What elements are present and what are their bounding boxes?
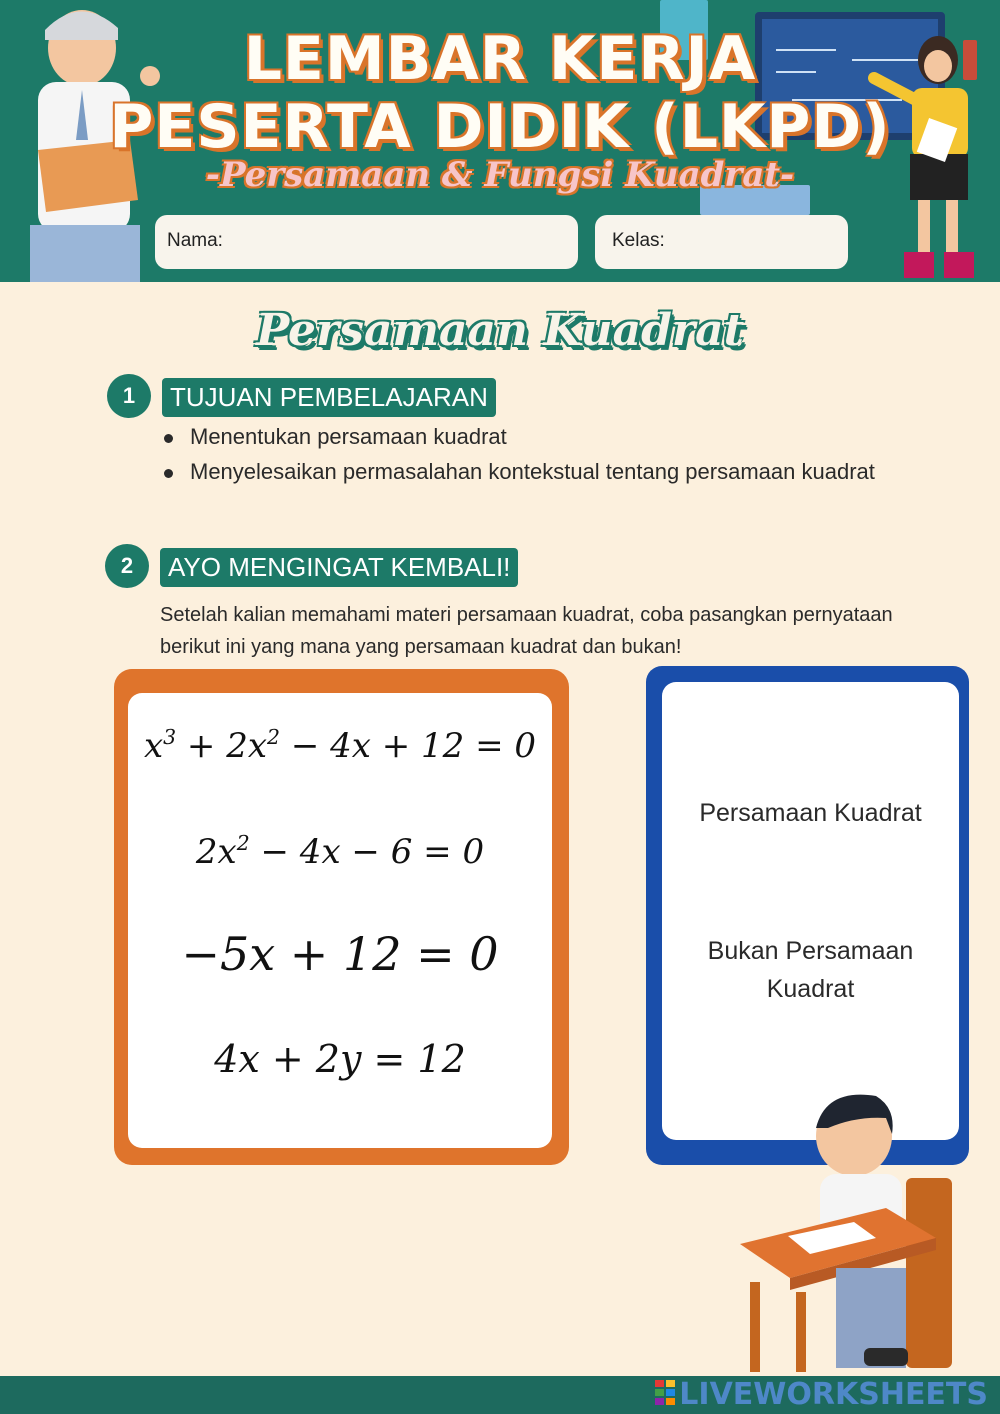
eq2-term-b: − 4x − 6 = 0 <box>249 832 485 873</box>
eq2-exp-a: 2 <box>236 831 250 855</box>
eq1-exp-a: 3 <box>163 725 177 749</box>
learning-objectives-list <box>162 424 875 494</box>
not-quadratic-line1: Bukan Persamaan <box>707 937 914 965</box>
eq1-term-b: + 2x <box>176 726 268 767</box>
eq1-term-c: − 4x + 12 = 0 <box>280 726 537 767</box>
class-field[interactable] <box>595 215 848 269</box>
quadratic-drop-target[interactable]: Persamaan Kuadrat <box>699 799 922 827</box>
liveworksheets-watermark <box>655 1377 988 1412</box>
worksheet-title-line1: LEMBAR KERJA <box>243 24 757 94</box>
categories-panel <box>662 682 959 1140</box>
not-quadratic-drop-target[interactable] <box>662 932 959 1008</box>
eq1-exp-b: 2 <box>267 725 281 749</box>
instruction-text: Setelah kalian memahami materi persamaan kuadrat, coba pasangkan pernyataan berikut ini yang mana yang persamaan kuadrat dan bukan! <box>160 604 893 658</box>
equation-item-3[interactable]: −5x + 12 = 0 <box>181 927 499 981</box>
equation-item-4[interactable]: 4x + 2y = 12 <box>214 1037 466 1081</box>
list-item: Menentukan persamaan kuadrat <box>162 424 875 450</box>
student-writing-illustration <box>736 1088 958 1376</box>
worksheet-subtitle: -Persamaan & Fungsi Kuadrat- <box>205 155 795 195</box>
not-quadratic-line2: Kuadrat <box>766 975 855 1003</box>
name-field[interactable] <box>155 215 578 269</box>
section-number-2: 2 <box>105 544 149 588</box>
watermark-text: LIVEWORKSHEETS <box>679 1377 988 1412</box>
header-banner <box>0 0 1000 282</box>
section-title: Persamaan Kuadrat <box>256 305 744 356</box>
list-item: Menyelesaikan permasalahan kontekstual tentang persamaan kuadrat <box>162 459 875 485</box>
learning-objectives-heading: TUJUAN PEMBELAJARAN <box>162 378 496 417</box>
section-number-1: 1 <box>107 374 151 418</box>
class-label: Kelas: <box>612 230 665 251</box>
recall-heading: AYO MENGINGAT KEMBALI! <box>160 548 518 587</box>
eq2-term-a: 2x <box>195 832 237 873</box>
name-label: Nama: <box>167 230 223 251</box>
name-input[interactable] <box>234 230 473 252</box>
equations-panel <box>128 693 552 1148</box>
worksheet-title-line2: PESERTA DIDIK (LKPD) <box>109 92 891 162</box>
class-input[interactable] <box>676 230 810 252</box>
liveworksheets-logo-icon <box>655 1380 675 1406</box>
equations-card <box>114 669 569 1165</box>
eq1-term-a: x <box>143 726 164 767</box>
equation-item-1[interactable] <box>128 725 552 766</box>
equation-item-2[interactable] <box>128 831 552 872</box>
